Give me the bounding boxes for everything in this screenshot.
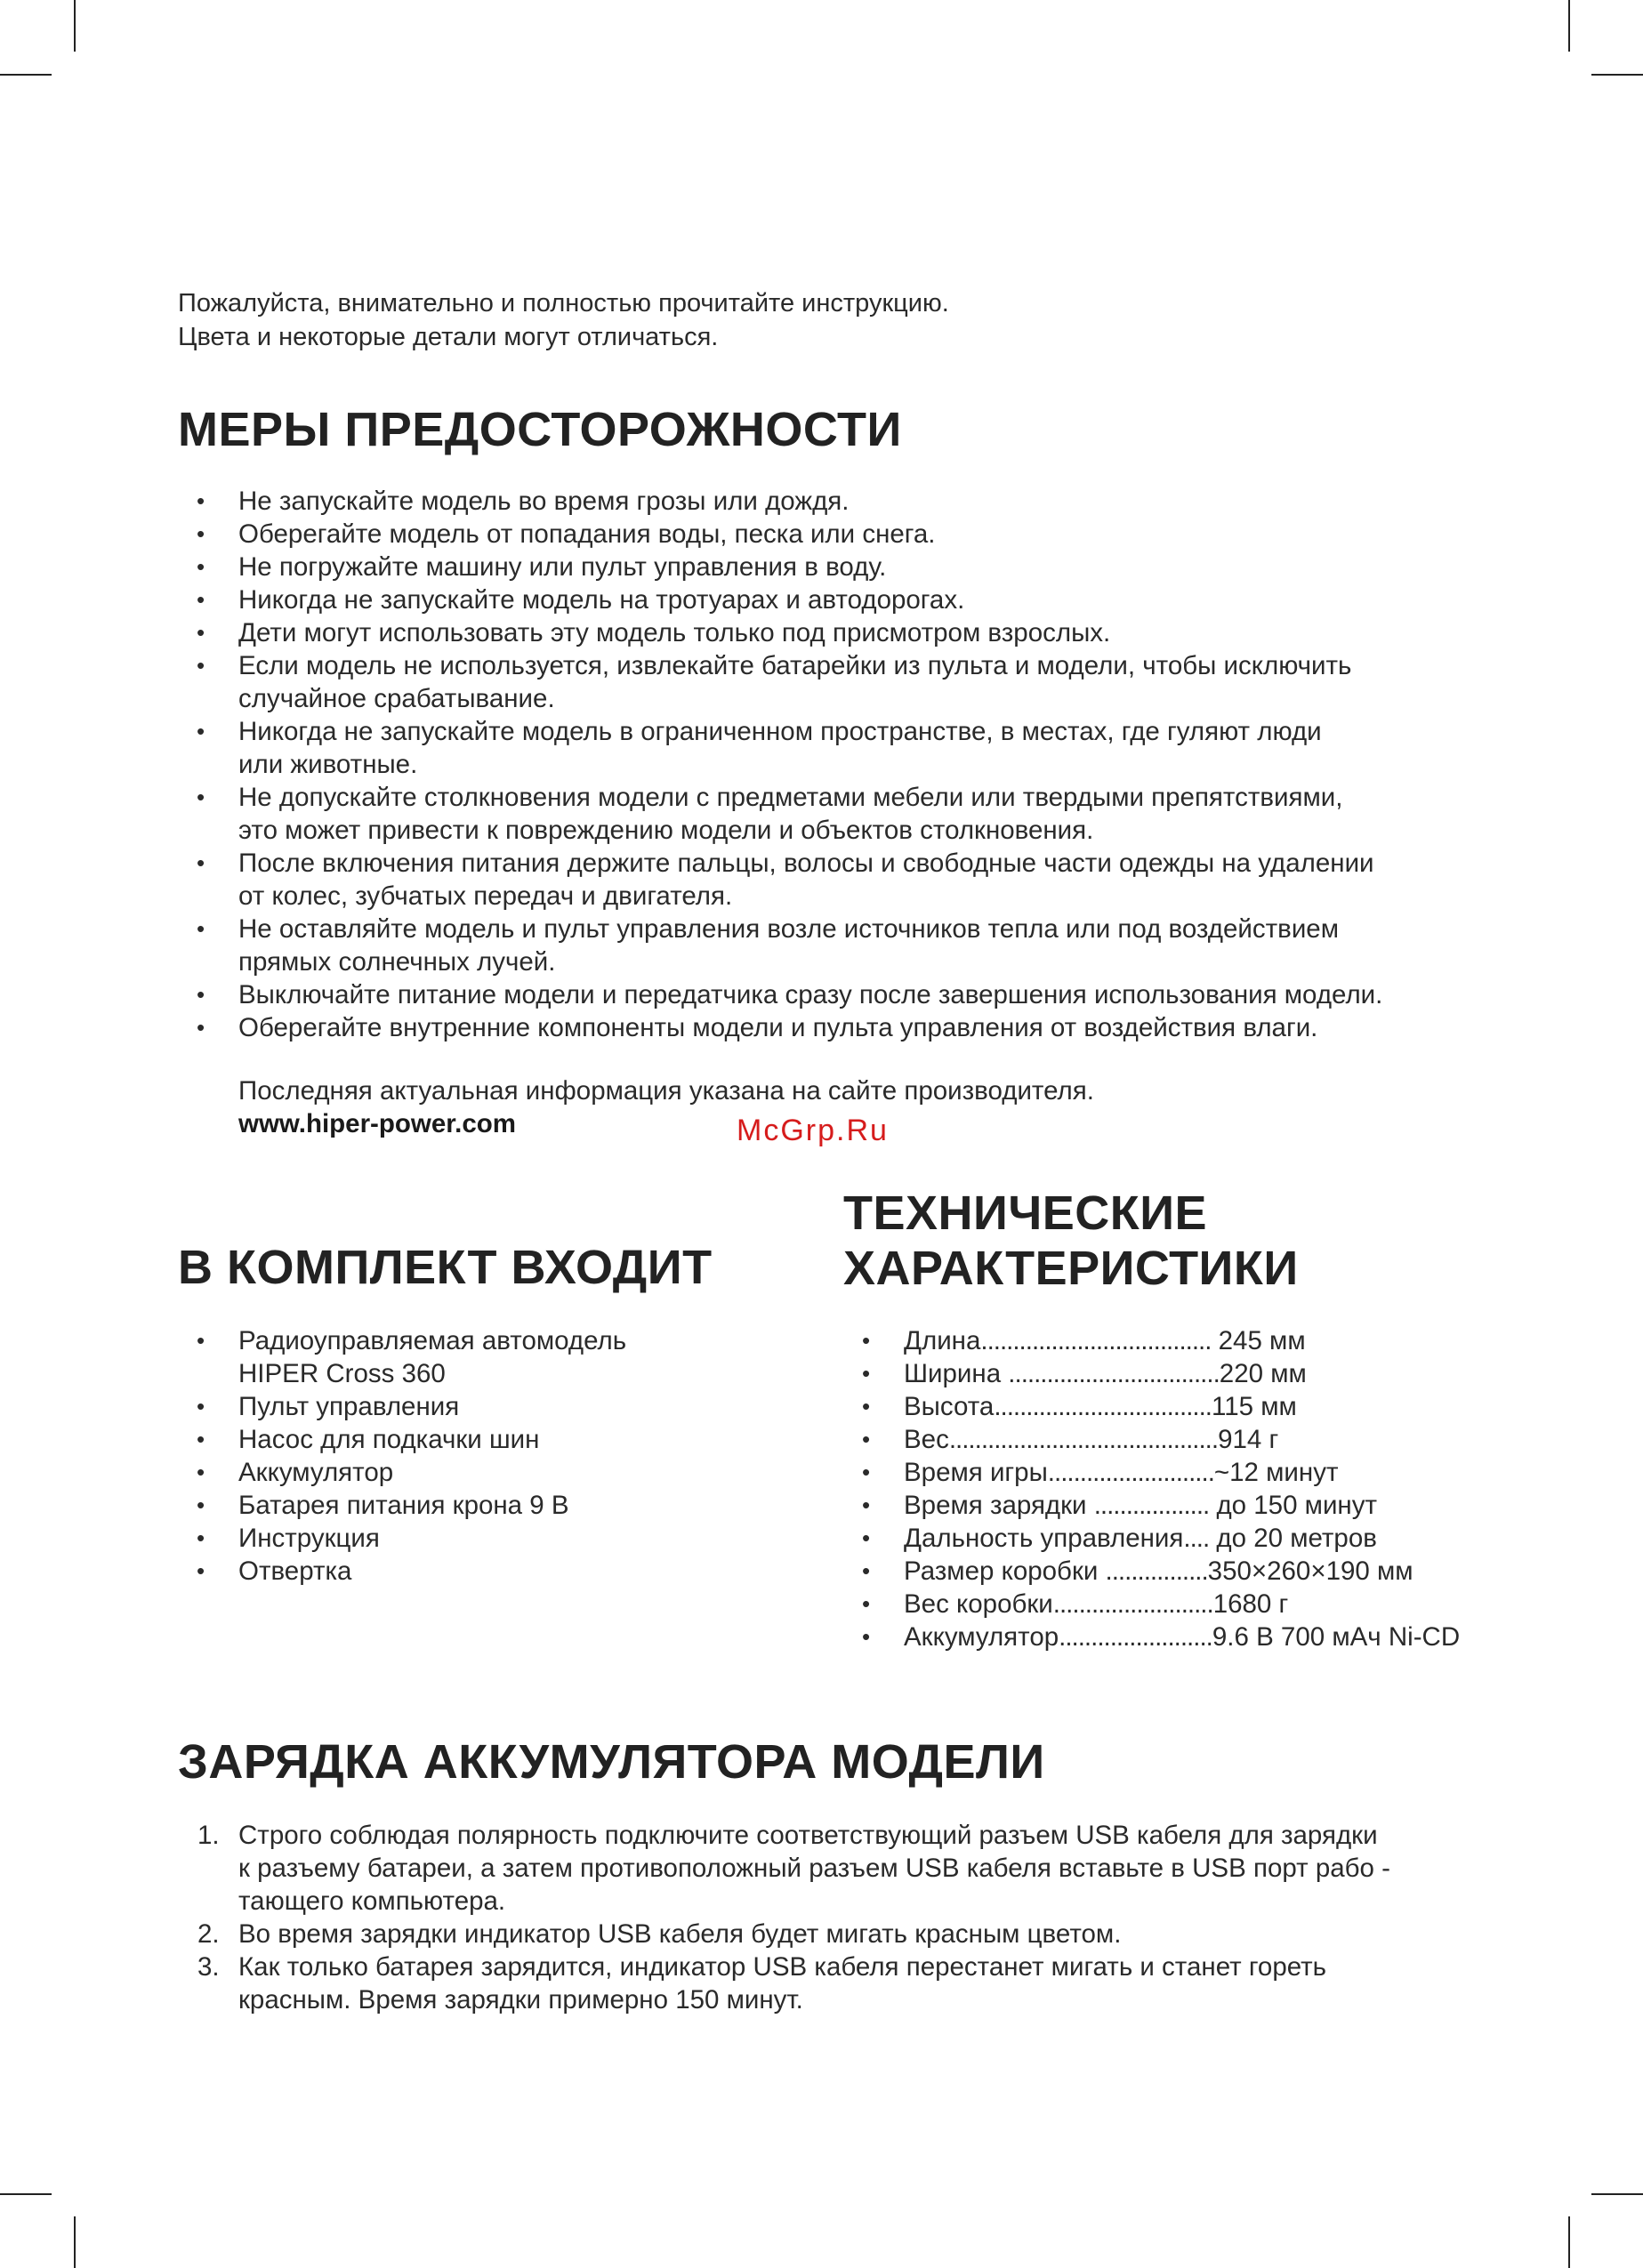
spec-label: Время зарядки: [904, 1491, 1094, 1520]
crop-mark-bottom-right-horizontal: [1591, 2193, 1643, 2195]
precaution-item: [178, 847, 1382, 913]
spec-label: Ширина: [904, 1359, 1009, 1388]
crop-mark-top-left-vertical: [74, 0, 76, 52]
spec-dots: ..........................: [1047, 1458, 1214, 1487]
spec-dots: ..................: [1093, 1491, 1210, 1520]
spec-dots: .................................: [1008, 1359, 1220, 1388]
package-line: • Радиоуправляемая автомодель: [238, 1326, 627, 1355]
watermark: McGrp.Ru: [737, 1114, 889, 1147]
specs-list: [843, 1324, 1460, 1653]
manufacturer-url[interactable]: www.hiper-power.com: [238, 1109, 516, 1138]
spec-dots: ....: [1183, 1524, 1210, 1553]
crop-mark-top-right-vertical: [1568, 0, 1570, 52]
precaution-line: • Если модель не используется, извлекайте батарейки из пульта и модели, чтобы исключить: [238, 651, 1352, 680]
crop-mark-top-left-horizontal: [0, 74, 52, 76]
spec-value: 115 мм: [1211, 1392, 1297, 1421]
crop-mark-bottom-right-vertical: [1568, 2216, 1570, 2268]
step-line: к разъему батареи, а затем противоположный разъем USB кабеля вставьте в USB порт рабо -: [238, 1854, 1390, 1883]
spec-value: 914 г: [1218, 1425, 1279, 1454]
precaution-line: • После включения питания держите пальцы, волосы и свободные части одежды на удалении: [238, 848, 1374, 878]
precautions-heading: МЕРЫ ПРЕДОСТОРОЖНОСТИ: [178, 403, 902, 456]
charging-list: [178, 1819, 1390, 2016]
charging-step: [178, 1819, 1390, 1918]
spec-label: Вес коробки: [904, 1589, 1053, 1619]
step-line: красным. Время зарядки примерно 150 минут.: [238, 1985, 803, 2015]
step-line: Как только батарея зарядится, индикатор USB кабеля перестанет мигать и станет гореть: [238, 1952, 1327, 1982]
precaution-line: • Оберегайте внутренние компоненты модели и пульта управления от воздействия влаги.: [238, 1013, 1318, 1042]
precaution-line: случайное срабатывание.: [238, 684, 555, 713]
precaution-item: [178, 978, 1382, 1011]
precaution-line: • Никогда не запускайте модель в ограниченном пространстве, в местах, где гуляют люди: [238, 717, 1322, 746]
package-line: • Аккумулятор: [238, 1458, 394, 1487]
spec-value: 220 мм: [1219, 1359, 1307, 1388]
precaution-line: это может привести к повреждению модели и объектов столкновения.: [238, 816, 1094, 845]
spec-label: Высота: [904, 1392, 995, 1421]
precaution-line: • Не оставляйте модель и пульт управления возле источников тепла или под воздействием: [238, 914, 1339, 944]
intro-line: Пожалуйста, внимательно и полностью прочитайте инструкцию.: [178, 289, 949, 318]
package-item: [178, 1324, 626, 1390]
spec-value: ~12 минут: [1213, 1458, 1339, 1487]
precaution-line: • Никогда не запускайте модель на тротуарах и автодорогах.: [238, 585, 965, 615]
note-text: Последняя актуальная информация указана на сайте производителя.: [238, 1076, 1094, 1106]
package-line: • Батарея питания крона 9 В: [238, 1491, 569, 1520]
step-number: 1.: [197, 1821, 220, 1850]
charging-step: [178, 1950, 1390, 2016]
spec-label: Дальность управления: [904, 1524, 1184, 1553]
spec-label: Длина: [904, 1326, 981, 1355]
spec-label: Размер коробки: [904, 1556, 1106, 1586]
spec-value: 1680 г: [1212, 1589, 1289, 1619]
precaution-line: от колес, зубчатых передач и двигателя.: [238, 881, 733, 911]
spec-item: [843, 1423, 1460, 1456]
precaution-line: • Выключайте питание модели и передатчика сразу после завершения использования модели.: [238, 980, 1383, 1009]
package-list: [178, 1324, 626, 1588]
package-item: [178, 1390, 626, 1423]
spec-item: [843, 1621, 1460, 1653]
precaution-item: [178, 583, 1382, 616]
spec-dots: ..................................: [994, 1392, 1212, 1421]
precaution-item: [178, 649, 1382, 715]
spec-item: [843, 1456, 1460, 1489]
precautions-list: [178, 485, 1382, 1044]
spec-item: [843, 1357, 1460, 1390]
precaution-line: • Не допускайте столкновения модели с предметами мебели или твердыми препятствиями,: [238, 783, 1343, 812]
spec-dots: ........................: [1059, 1622, 1212, 1652]
precaution-line: или животные.: [238, 750, 418, 779]
spec-dots: ................: [1105, 1556, 1208, 1586]
intro-text: [178, 286, 949, 354]
spec-item: [843, 1588, 1460, 1621]
precaution-item: [178, 715, 1382, 781]
spec-dots: .........................: [1052, 1589, 1213, 1619]
spec-label: Время игры: [904, 1458, 1048, 1487]
step-number: 2.: [197, 1919, 220, 1949]
step-line: Во время зарядки индикатор USB кабеля будет мигать красным цветом.: [238, 1919, 1122, 1949]
precaution-item: [178, 1011, 1382, 1044]
package-item: [178, 1555, 626, 1588]
charging-step: [178, 1918, 1390, 1950]
specs-heading-line: ТЕХНИЧЕСКИЕ: [843, 1186, 1208, 1240]
precaution-line: • Дети могут использовать эту модель только под присмотром взрослых.: [238, 618, 1111, 647]
precaution-line: • Не запускайте модель во время грозы или дождя.: [238, 487, 850, 516]
spec-dots: ....................................: [980, 1326, 1212, 1355]
spec-value: до 20 метров: [1209, 1524, 1377, 1553]
precaution-item: [178, 616, 1382, 649]
package-line: HIPER Cross 360: [238, 1359, 446, 1388]
precaution-item: [178, 518, 1382, 551]
spec-value: 9.6 В 700 мАч Ni-CD: [1212, 1622, 1461, 1652]
spec-item: [843, 1555, 1460, 1588]
precaution-item: [178, 781, 1382, 847]
crop-mark-bottom-left-horizontal: [0, 2193, 52, 2195]
spec-dots: ..........................................: [948, 1425, 1219, 1454]
spec-value: 245 мм: [1211, 1326, 1306, 1355]
crop-mark-bottom-left-vertical: [74, 2216, 76, 2268]
precaution-line: • Не погружайте машину или пульт управления в воду.: [238, 552, 887, 582]
charging-heading: ЗАРЯДКА АККУМУЛЯТОРА МОДЕЛИ: [178, 1735, 1045, 1789]
specs-heading: [843, 1186, 1299, 1296]
spec-item: [843, 1522, 1460, 1555]
package-line: • Насос для подкачки шин: [238, 1425, 540, 1454]
crop-mark-top-right-horizontal: [1591, 74, 1643, 76]
intro-line: Цвета и некоторые детали могут отличаться.: [178, 323, 719, 351]
precaution-item: [178, 551, 1382, 583]
package-item: [178, 1522, 626, 1555]
step-line: тающего компьютера.: [238, 1886, 506, 1916]
package-item: [178, 1423, 626, 1456]
precaution-line: прямых солнечных лучей.: [238, 947, 556, 977]
package-item: [178, 1489, 626, 1522]
step-line: Строго соблюдая полярность подключите соответствующий разъем USB кабеля для зарядки: [238, 1821, 1378, 1850]
spec-value: до 150 минут: [1209, 1491, 1377, 1520]
spec-label: Вес: [904, 1425, 949, 1454]
spec-item: [843, 1324, 1460, 1357]
package-line: • Отвертка: [238, 1556, 352, 1586]
precaution-item: [178, 913, 1382, 978]
specs-heading-line: ХАРАКТЕРИСТИКИ: [843, 1242, 1299, 1295]
package-line: • Инструкция: [238, 1524, 380, 1553]
spec-item: [843, 1390, 1460, 1423]
spec-value: 350×260×190 мм: [1207, 1556, 1413, 1586]
spec-label: Аккумулятор: [904, 1622, 1059, 1652]
precaution-line: • Оберегайте модель от попадания воды, песка или снега.: [238, 519, 936, 549]
package-line: • Пульт управления: [238, 1392, 460, 1421]
precaution-item: [178, 485, 1382, 518]
package-item: [178, 1456, 626, 1489]
manufacturer-note: [238, 1074, 1094, 1140]
package-heading: В КОМПЛЕКТ ВХОДИТ: [178, 1241, 713, 1294]
spec-item: [843, 1489, 1460, 1522]
step-number: 3.: [197, 1952, 220, 1982]
